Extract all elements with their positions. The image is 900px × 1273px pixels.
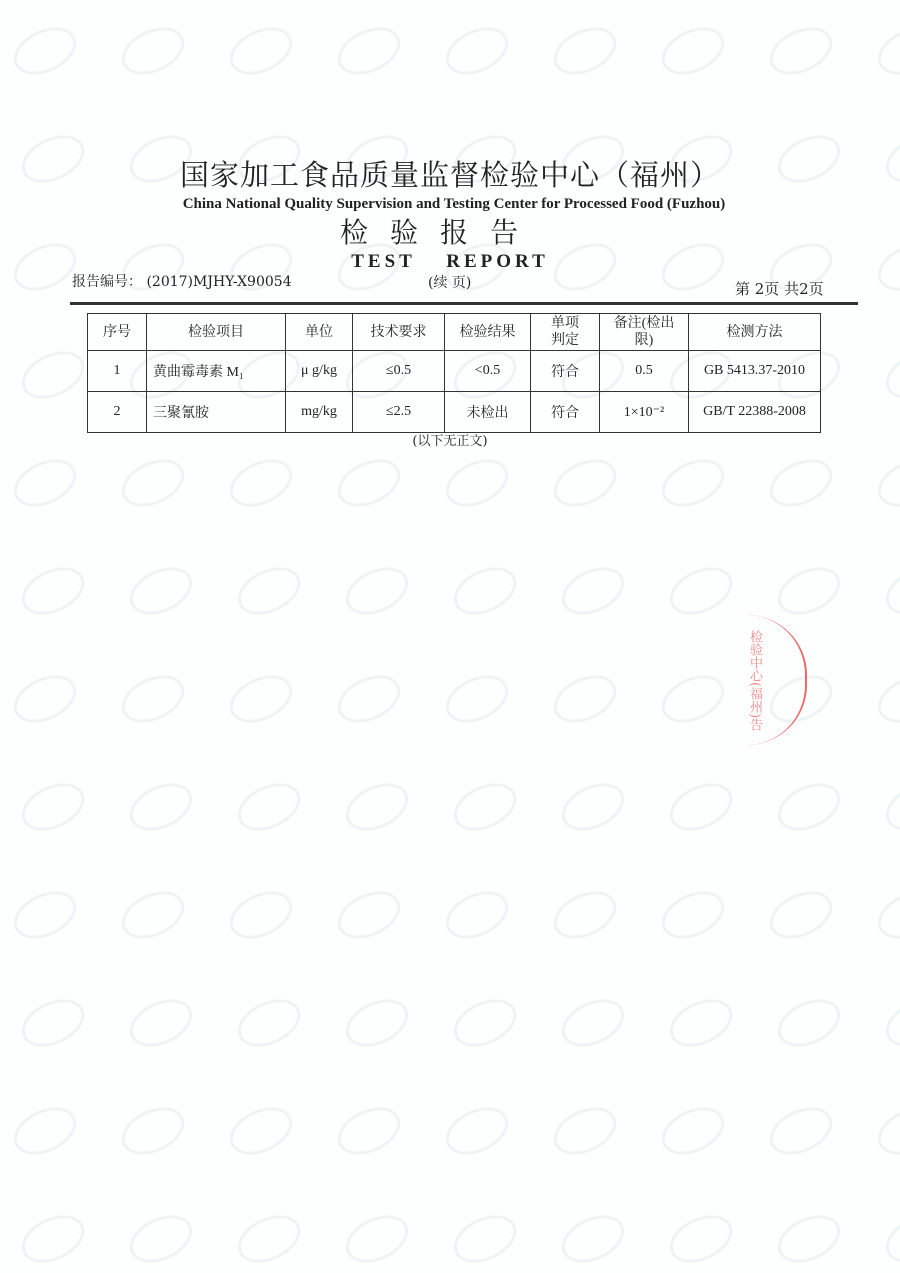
results-table (87, 313, 821, 433)
table-header-row (88, 314, 821, 351)
header-cell: 序号 (88, 314, 147, 351)
watermark-mark (6, 1098, 84, 1164)
official-seal (690, 615, 807, 745)
end-of-text-note: (以下无正文) (412, 434, 488, 449)
watermark-mark (654, 18, 732, 84)
center-name-cn: 国家加工食品质量监督检验中心（福州） (179, 158, 720, 192)
watermark-mark (770, 990, 848, 1056)
watermark-mark (762, 1098, 840, 1164)
watermark-mark (878, 1206, 900, 1272)
watermark-mark (6, 18, 84, 84)
watermark-mark (438, 1098, 516, 1164)
watermark-mark (546, 18, 624, 84)
watermark-mark (870, 450, 900, 516)
watermark-mark (14, 774, 92, 840)
watermark-mark (770, 558, 848, 624)
watermark-mark (446, 1206, 524, 1272)
watermark-mark (338, 774, 416, 840)
watermark-mark (222, 882, 300, 948)
table-row (88, 351, 821, 392)
center-name-en: China National Quality Supervision and Testing Center for Processed Food (Fuzhou) (182, 196, 726, 212)
watermark-mark (662, 774, 740, 840)
cell: 2 (88, 392, 147, 433)
table-row (88, 392, 821, 433)
watermark-mark (230, 774, 308, 840)
watermark-mark (6, 450, 84, 516)
cell: ≤2.5 (353, 392, 445, 433)
watermark-mark (554, 774, 632, 840)
page-info: 第 2页 共2页 (735, 280, 824, 298)
watermark-mark (446, 558, 524, 624)
watermark-mark (446, 990, 524, 1056)
watermark-mark (330, 18, 408, 84)
report-title-en: TEST REPORT (351, 251, 549, 272)
watermark-mark (546, 666, 624, 732)
header-rule (70, 302, 858, 305)
header-cell: 备注(检出限) (600, 314, 689, 351)
cell: 未检出 (445, 392, 531, 433)
watermark-mark (14, 1206, 92, 1272)
watermark-mark (554, 558, 632, 624)
watermark-mark (770, 774, 848, 840)
watermark-mark (114, 450, 192, 516)
header-cell: 检验结果 (445, 314, 531, 351)
cell: 1 (88, 351, 147, 392)
cell: <0.5 (445, 351, 531, 392)
watermark-mark (122, 558, 200, 624)
watermark-mark (770, 1206, 848, 1272)
cell: 1×10⁻² (600, 392, 689, 433)
report-number: 报告编号： (2017)MJHY-X90054 (72, 274, 292, 290)
watermark-mark (114, 1098, 192, 1164)
watermark-mark (114, 18, 192, 84)
watermark-mark (438, 882, 516, 948)
report-title-cn: 检验报告 (339, 216, 540, 249)
watermark-mark (762, 450, 840, 516)
watermark-mark (654, 450, 732, 516)
watermark-mark (662, 1206, 740, 1272)
cell: 0.5 (600, 351, 689, 392)
watermark-mark (338, 990, 416, 1056)
watermark-mark (338, 1206, 416, 1272)
continued-label: (续 页) (428, 275, 472, 291)
cell: GB/T 22388-2008 (689, 392, 821, 433)
watermark-mark (114, 666, 192, 732)
watermark-mark (546, 450, 624, 516)
header-cell: 检验项目 (147, 314, 286, 351)
watermark-mark (870, 18, 900, 84)
watermark-mark (870, 1098, 900, 1164)
watermark-mark (230, 990, 308, 1056)
watermark-mark (330, 1098, 408, 1164)
watermark-mark (14, 558, 92, 624)
watermark-mark (230, 1206, 308, 1272)
cell: μ g/kg (286, 351, 353, 392)
watermark-mark (122, 774, 200, 840)
watermark-mark (870, 666, 900, 732)
watermark-mark (762, 882, 840, 948)
header-cell: 检测方法 (689, 314, 821, 351)
watermark-mark (546, 882, 624, 948)
watermark-mark (438, 18, 516, 84)
watermark-mark (6, 666, 84, 732)
header-cell: 技术要求 (353, 314, 445, 351)
watermark-mark (662, 990, 740, 1056)
cell: 符合 (531, 351, 600, 392)
watermark-mark (554, 990, 632, 1056)
cell: 黄曲霉毒素 M₁ (147, 351, 286, 392)
watermark-mark (330, 882, 408, 948)
watermark-mark (438, 666, 516, 732)
watermark-mark (230, 558, 308, 624)
watermark-mark (6, 882, 84, 948)
watermark-mark (114, 882, 192, 948)
watermark-mark (654, 1098, 732, 1164)
watermark-mark (222, 450, 300, 516)
cell: GB 5413.37-2010 (689, 351, 821, 392)
watermark-mark (554, 1206, 632, 1272)
watermark-mark (438, 450, 516, 516)
cell: ≤0.5 (353, 351, 445, 392)
watermark-mark (338, 558, 416, 624)
watermark-mark (122, 1206, 200, 1272)
watermark-mark (878, 558, 900, 624)
watermark-mark (14, 342, 92, 408)
watermark-mark (222, 18, 300, 84)
watermark-mark (446, 774, 524, 840)
watermark-mark (878, 774, 900, 840)
watermark-mark (330, 666, 408, 732)
watermark-mark (878, 990, 900, 1056)
watermark-mark (762, 18, 840, 84)
seal-text: 检验中心(福州)告 (747, 630, 762, 732)
watermark-mark (14, 990, 92, 1056)
header-cell: 单位 (286, 314, 353, 351)
watermark-mark (222, 1098, 300, 1164)
cell: 三聚氰胺 (147, 392, 286, 433)
watermark-mark (654, 882, 732, 948)
cell: 符合 (531, 392, 600, 433)
cell: mg/kg (286, 392, 353, 433)
watermark-mark (122, 990, 200, 1056)
watermark-mark (870, 882, 900, 948)
watermark-mark (222, 666, 300, 732)
watermark-mark (330, 450, 408, 516)
header-cell: 单项判定 (531, 314, 600, 351)
watermark-mark (546, 1098, 624, 1164)
watermark-mark (878, 342, 900, 408)
